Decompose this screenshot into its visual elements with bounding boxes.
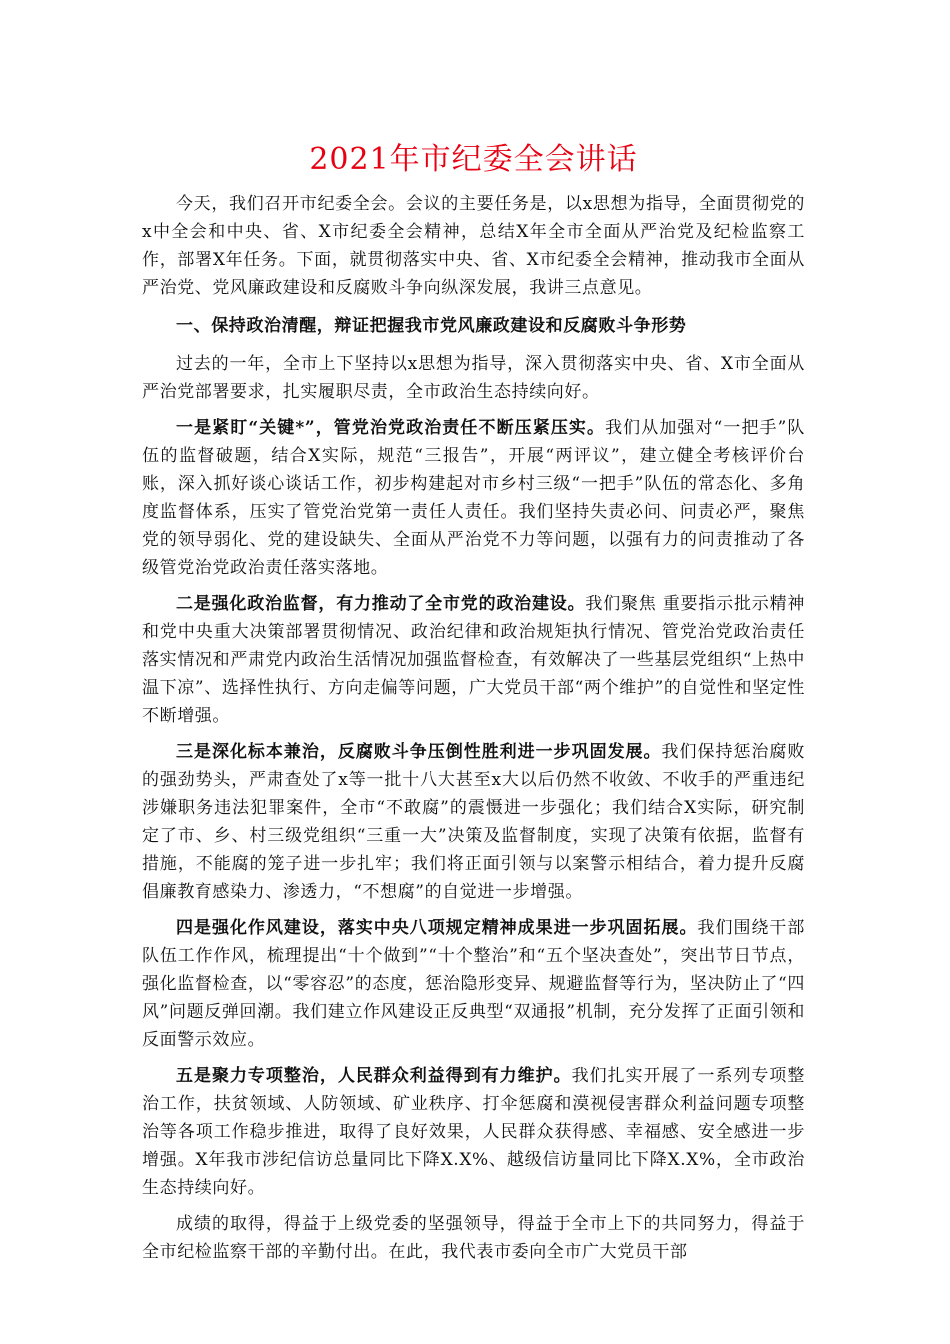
point-body-1: 我们从加强对“一把手”队伍的监督破题，结合X实际，规范“三报告”，开展“两评议”，建立健全考核评价台账，深入抓好谈心谈话工作，初步构建起对市乡村三级“一把手”队伍的常态化、多角度监督体系，压实了管党治党第一责任人责任。我们坚持失责必问、问责必严，聚焦党的领导弱化、党的建设缺失、全面从严治党不力等问题，以强有力的问责推动了各级管党治党政治责任落实落地。 <box>142 418 805 578</box>
point-paragraph-3 <box>142 738 805 906</box>
point-lead-2: 二是强化政治监督，有力推动了全市党的政治建设。 <box>176 594 586 614</box>
point-paragraph-1 <box>142 414 805 582</box>
point-body-5: 我们扎实开展了一系列专项整治工作，扶贫领域、人防领域、矿业秩序、打伞惩腐和漠视侵害群众利益问题专项整治等各项工作稳步推进，取得了良好效果，人民群众获得感、幸福感、安全感进一步增强。X年我市涉纪信访总量同比下降X.X%、越级信访量同比下降X.X%，全市政治生态持续向好。 <box>142 1066 805 1198</box>
point-lead-5: 五是聚力专项整治，人民群众利益得到有力维护。 <box>176 1066 572 1086</box>
point-body-2: 我们聚焦 重要指示批示精神和党中央重大决策部署贯彻情况、政治纪律和政治规矩执行情况、管党治党政治责任落实情况和严肃党内政治生活情况加强监督检查，有效解决了一些基层党组织“上热中温下凉”、选择性执行、方向走偏等问题，广大党员干部“两个维护”的自觉性和坚定性不断增强。 <box>142 594 805 726</box>
point-paragraph-5 <box>142 1062 805 1202</box>
point-lead-4: 四是强化作风建设，落实中央八项规定精神成果进一步巩固拓展。 <box>176 918 698 938</box>
section-intro-paragraph: 过去的一年，全市上下坚持以x思想为指导，深入贯彻落实中央、省、X市全面从严治党部署要求，扎实履职尽责，全市政治生态持续向好。 <box>142 354 805 402</box>
intro-paragraph: 今天，我们召开市纪委全会。会议的主要任务是，以x思想为指导，全面贯彻党的x中全会和中央、省、X市纪委全会精神，总结X年全市全面从严治党及纪检监察工作，部署X年任务。下面，就贯彻落实中央、省、X市纪委全会精神，推动我市全面从严治党、党风廉政建设和反腐败斗争向纵深发展，我讲三点意见。 <box>142 194 805 298</box>
closing-paragraph: 成绩的取得，得益于上级党委的坚强领导，得益于全市上下的共同努力，得益于全市纪检监察干部的辛勤付出。在此，我代表市委向全市广大党员干部 <box>142 1214 805 1262</box>
point-body-4: 我们围绕干部队伍工作作风，梳理提出“十个做到”“十个整治”和“五个坚决查处”，突出节日节点，强化监督检查，以“零容忍”的态度，惩治隐形变异、规避监督等行为，坚决防止了“四风”问题反弹回潮。我们建立作风建设正反典型“双通报”机制，充分发挥了正面引领和反面警示效应。 <box>142 918 805 1050</box>
point-lead-3: 三是深化标本兼治，反腐败斗争压倒性胜利进一步巩固发展。 <box>176 742 662 762</box>
point-lead-1: 一是紧盯“关键*”，管党治党政治责任不断压紧压实。 <box>176 418 606 438</box>
point-paragraph-4 <box>142 914 805 1054</box>
document-title: 2021年市纪委全会讲话 <box>309 142 638 177</box>
document-page <box>142 140 805 1274</box>
section-heading-1: 一、保持政治清醒，辩证把握我市党风廉政建设和反腐败斗争形势 <box>176 316 687 336</box>
point-body-3: 我们保持惩治腐败的强劲势头，严肃查处了x等一批十八大甚至x大以后仍然不收敛、不收手的严重违纪涉嫌职务违法犯罪案件，全市“不敢腐”的震慑进一步强化；我们结合X实际，研究制定了市、乡、村三级党组织“三重一大”决策及监督制度，实现了决策有依据，监督有措施，不能腐的笼子进一步扎牢；我们将正面引领与以案警示相结合，着力提升反腐倡廉教育感染力、渗透力，“不想腐”的自觉进一步增强。 <box>142 742 805 902</box>
point-paragraph-2 <box>142 590 805 730</box>
